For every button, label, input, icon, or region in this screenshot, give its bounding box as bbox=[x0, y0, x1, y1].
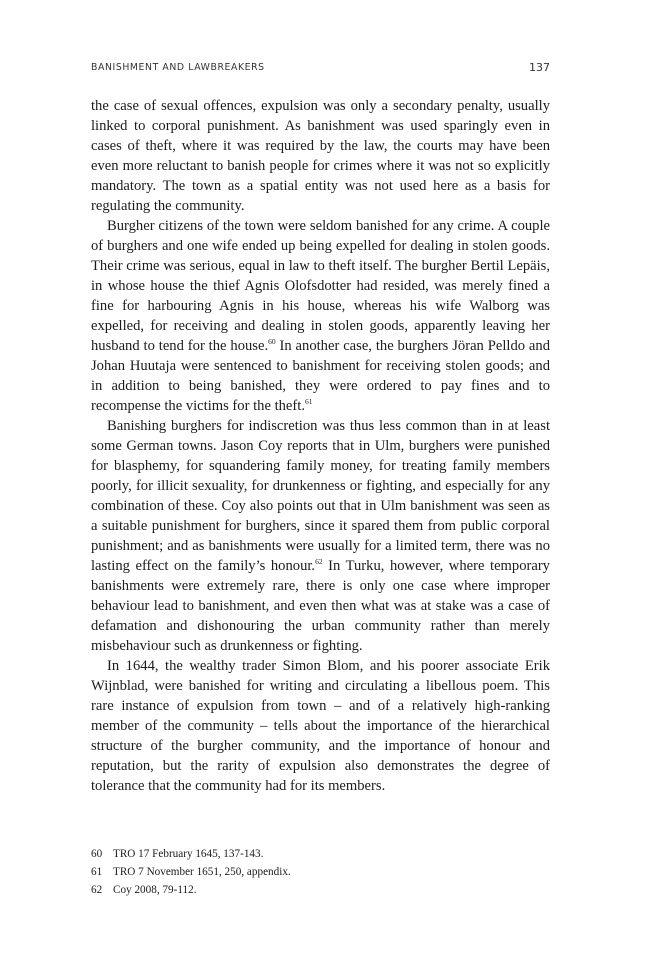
page-header bbox=[91, 62, 550, 78]
footnote-number: 60 bbox=[91, 848, 103, 860]
footnote bbox=[91, 881, 550, 899]
footnotes bbox=[91, 845, 550, 899]
paragraph bbox=[91, 656, 550, 796]
paragraph-text: In another case, the burghers Jöran Pelldo and Johan Huutaja were sentenced to banishment for receiving stolen goods; and in addition to being banished, they were ordered to pay fines and to recompense the victims for the theft. bbox=[91, 338, 550, 414]
footnote-text: TRO 17 February 1645, 137-143. bbox=[113, 848, 264, 860]
paragraph bbox=[91, 416, 550, 656]
footnote-reference: 62 bbox=[315, 557, 323, 566]
footnote-number: 61 bbox=[91, 866, 103, 878]
paragraph-text: Banishing burghers for indiscretion was thus less common than in at least some German towns. Jason Coy reports that in Ulm, burghers were punished for blasphemy, for squandering family money, for treating family members poorly, for illicit sexuality, for drunkenness or fighting, and especially for any combination of these. Coy also points out that in Ulm banishment was seen as a suitable punishment for burghers, since it spared them from public corporal punishment; and as banishments were usually for a limited term, there was no lasting effect on the family’s honour. bbox=[91, 418, 550, 574]
paragraph bbox=[91, 96, 550, 216]
paragraph-text: Burgher citizens of the town were seldom banished for any crime. A couple of burghers and one wife ended up being expelled for dealing in stolen goods. Their crime was serious, equal in law to theft itself. The burgher Bertil Lepäis, in whose house the thief Agnis Olofsdotter had resided, was merely fined a fine for harbouring Agnis in his house, whereas his wife Walborg was expelled, for receiving and dealing in stolen goods, apparently leaving her husband to tend for the house. bbox=[91, 218, 550, 354]
paragraph bbox=[91, 216, 550, 416]
paragraph-text: In 1644, the wealthy trader Simon Blom, and his poorer associate Erik Wijnblad, were banished for writing and circulating a libellous poem. This rare instance of expulsion from town – and of a relatively high-ranking member of the community – tells about the importance of the hierarchical structure of the burgher community, and the importance of honour and reputation, but the rarity of expulsion also demonstrates the degree of tolerance that the community had for its members. bbox=[91, 658, 550, 794]
paragraph-text: the case of sexual offences, expulsion was only a secondary penalty, usually linked to corporal punishment. As banishment was used sparingly even in cases of theft, where it was required by the law, the courts may have been even more reluctant to banish people for crimes where it was not so explicitly mandatory. The town as a spatial entity was not used here as a basis for regulating the community. bbox=[91, 98, 550, 214]
footnote-text: TRO 7 November 1651, 250, appendix. bbox=[113, 866, 291, 878]
footnote bbox=[91, 863, 550, 881]
paragraph-text: In Turku, however, where temporary banishments were extremely rare, there is only one case where improper behaviour lead to banishment, and even then what was at stake was a case of defamation and dishonouring the urban community rather than merely misbehaviour such as drunkenness or fighting. bbox=[91, 558, 550, 654]
footnote-reference: 61 bbox=[304, 397, 313, 406]
page-number: 137 bbox=[529, 61, 550, 74]
running-head: BANISHMENT AND LAWBREAKERS bbox=[91, 62, 265, 73]
footnote-text: Coy 2008, 79-112. bbox=[113, 884, 197, 896]
footnote-reference: 60 bbox=[268, 337, 276, 346]
footnote bbox=[91, 845, 550, 863]
body-text bbox=[91, 96, 550, 796]
footnote-number: 62 bbox=[91, 884, 103, 896]
